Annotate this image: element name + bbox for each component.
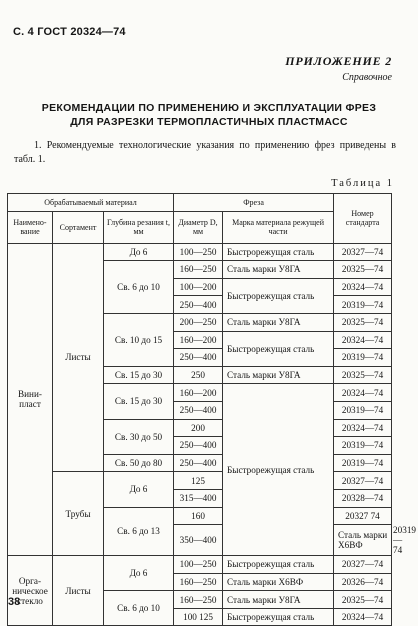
form-sheets: Листы — [53, 243, 104, 472]
steel-cell: Сталь марки Х6ВФ — [223, 573, 334, 591]
header-material-group: Обрабатываемый материал — [8, 194, 174, 212]
standard-cell: 20327 74 — [334, 507, 392, 525]
diameter-cell: 100—200 — [174, 278, 223, 296]
diameter-cell: 125 — [174, 472, 223, 490]
standard-cell: 20324—74 — [334, 331, 392, 349]
standard-cell: 20319—74 — [334, 349, 392, 367]
intro-paragraph: 1. Рекомендуемые технологические указания по применению фрез приведены в табл. 1. — [14, 140, 396, 165]
depth-cell: До 6 — [104, 243, 174, 261]
diameter-cell: 160—250 — [174, 591, 223, 609]
steel-cell: Быстрорежущая сталь — [223, 556, 334, 574]
table-row — [8, 556, 392, 574]
appendix-type: Справочное — [342, 72, 392, 83]
diameter-cell: 315—400 — [174, 489, 223, 507]
standard-cell: 20325—74 — [334, 313, 392, 331]
header-standard: Номер стандарта — [334, 194, 392, 244]
standard-cell: 20328—74 — [334, 489, 392, 507]
diameter-cell: 350—400 — [174, 525, 223, 556]
title-line-1: РЕКОМЕНДАЦИИ ПО ПРИМЕНЕНИЮ И ЭКСПЛУАТАЦИИ ФРЕЗ — [41, 102, 377, 114]
table-row — [8, 243, 392, 261]
diameter-cell: 100 125 — [174, 608, 223, 626]
steel-cell: Сталь марки У8ГА — [223, 366, 334, 384]
standard-cell: 20319—74 — [334, 454, 392, 472]
standard-cell: 20327—74 — [334, 472, 392, 490]
depth-cell: Св. 6 до 10 — [104, 591, 174, 626]
appendix-label: ПРИЛОЖЕНИЕ 2 — [285, 54, 392, 68]
standard-cell: 20327—74 — [334, 243, 392, 261]
diameter-cell: 100—250 — [174, 243, 223, 261]
standard-cell: 20325—74 — [334, 261, 392, 279]
steel-cell: Сталь марки У8ГА — [223, 313, 334, 331]
depth-cell: Св. 15 до 30 — [104, 384, 174, 419]
header-name: Наимено-вание — [8, 211, 53, 243]
standard-cell: 20325—74 — [334, 366, 392, 384]
header-depth: Глубина резания t, мм — [104, 211, 174, 243]
diameter-cell: 250—400 — [174, 401, 223, 419]
steel-cell: Быстрорежущая сталь — [223, 608, 334, 626]
standard-cell: 20324—74 — [334, 419, 392, 437]
standard-cell: 20327—74 — [334, 556, 392, 574]
steel-cell: Сталь марки У8ГА — [223, 591, 334, 609]
form-sheets-glass: Листы — [53, 556, 104, 626]
depth-cell: Св. 50 до 80 — [104, 454, 174, 472]
standard-cell: 20319—74 — [334, 296, 392, 314]
diameter-cell: 200 — [174, 419, 223, 437]
table-caption: Таблица 1 — [331, 178, 394, 189]
page-number: 38 — [8, 596, 21, 608]
diameter-cell: 160 — [174, 507, 223, 525]
steel-cell: Быстрорежущая сталь — [223, 384, 334, 556]
standard-cell: 20324—74 — [334, 608, 392, 626]
steel-cell: Быстрорежущая сталь — [223, 278, 334, 313]
header-diameter: Диаметр D, мм — [174, 211, 223, 243]
header-steel: Марка материала режущей части — [223, 211, 334, 243]
steel-cell: Быстрорежущая сталь — [223, 243, 334, 261]
depth-cell: Св. 6 до 13 — [104, 507, 174, 556]
diameter-cell: 200—250 — [174, 313, 223, 331]
depth-cell: Св. 30 до 50 — [104, 419, 174, 454]
diameter-cell: 250—400 — [174, 349, 223, 367]
depth-cell: До 6 — [104, 472, 174, 507]
diameter-cell: 160—250 — [174, 261, 223, 279]
diameter-cell: 250—400 — [174, 454, 223, 472]
material-org-glass: Орга-ническое стекло — [8, 556, 53, 626]
diameter-cell: 100—250 — [174, 556, 223, 574]
diameter-cell: 250—400 — [174, 296, 223, 314]
header-form: Сортамент — [53, 211, 104, 243]
diameter-cell: 160—250 — [174, 573, 223, 591]
appendix-heading — [285, 54, 392, 83]
standard-cell: 20319—74 — [334, 401, 392, 419]
standard-cell: 20325—74 — [334, 591, 392, 609]
diameter-cell: 160—200 — [174, 331, 223, 349]
table-header-row — [8, 194, 392, 212]
table-row: 350—400 Сталь марки Х6ВФ 20319—74 — [8, 525, 392, 556]
steel-cell: Сталь марки Х6ВФ — [334, 525, 392, 556]
form-pipes: Трубы — [53, 472, 104, 556]
standard-cell: 20319—74 — [334, 437, 392, 455]
document-title — [10, 101, 408, 129]
standard-cell: 20324—74 — [334, 278, 392, 296]
steel-cell: Сталь марки У8ГА — [223, 261, 334, 279]
diameter-cell: 250 — [174, 366, 223, 384]
cutter-recommendations-table — [7, 193, 416, 626]
material-vinyl: Вини-пласт — [8, 243, 53, 556]
depth-cell: Св. 10 до 15 — [104, 313, 174, 366]
standard-cell: 20324—74 — [334, 384, 392, 402]
table-row — [8, 472, 392, 490]
header-cutter-group: Фреза — [174, 194, 334, 212]
diameter-cell: 250—400 — [174, 437, 223, 455]
steel-cell: Быстрорежущая сталь — [223, 331, 334, 366]
depth-cell: Св. 6 до 10 — [104, 261, 174, 314]
depth-cell: До 6 — [104, 556, 174, 591]
depth-cell: Св. 15 до 30 — [104, 366, 174, 384]
running-header: С. 4 ГОСТ 20324—74 — [13, 26, 126, 38]
diameter-cell: 160—200 — [174, 384, 223, 402]
title-line-2: ДЛЯ РАЗРЕЗКИ ТЕРМОПЛАСТИЧНЫХ ПЛАСТМАСС — [70, 116, 348, 128]
standard-cell: 20326—74 — [334, 573, 392, 591]
